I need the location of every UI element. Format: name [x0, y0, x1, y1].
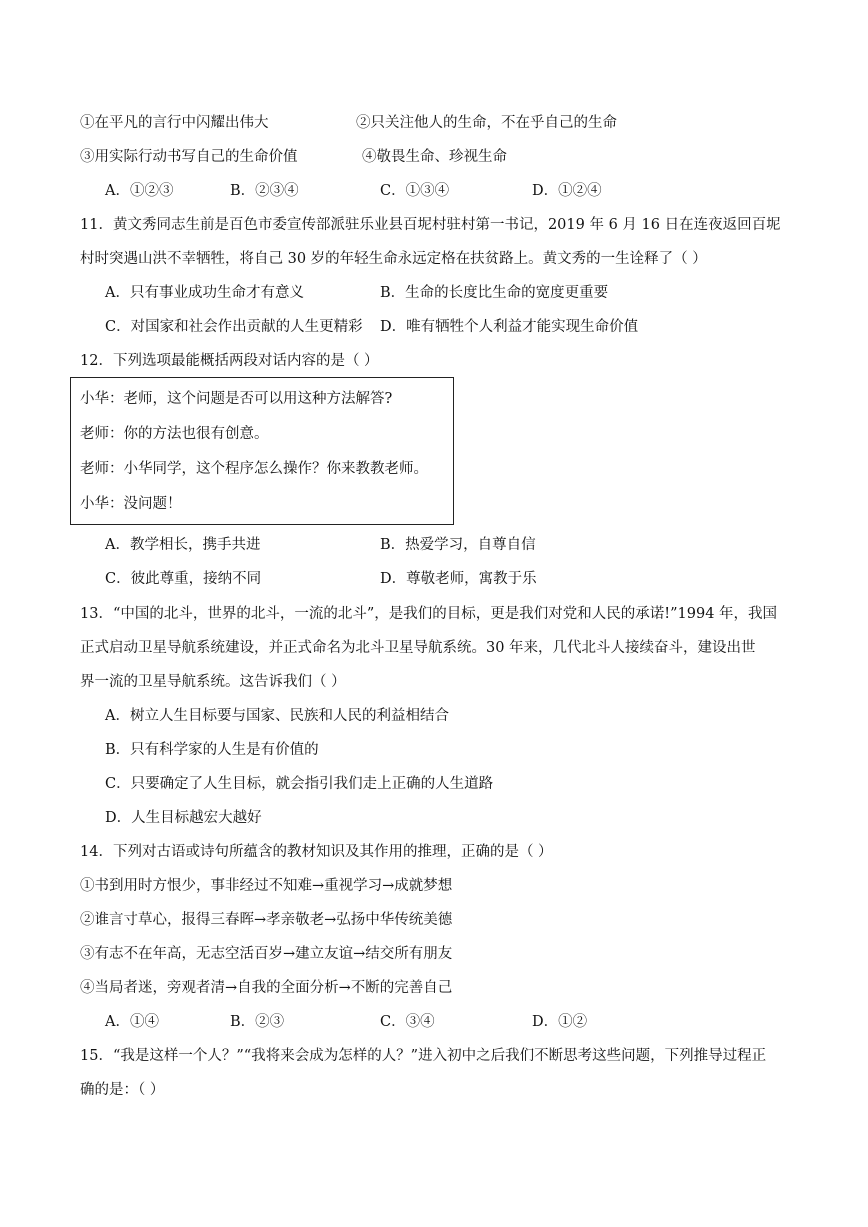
q12-option-a: A．教学相长，携手共进	[105, 537, 261, 553]
q10-option-c: C．①③④	[380, 183, 450, 199]
q14-item-4: ④当局者迷，旁观者清→自我的全面分析→不断的完善自己	[80, 980, 453, 996]
q13-option-b: B．只有科学家的人生是有价值的	[105, 742, 319, 758]
q15-stem-line1: 15．“我是这样一个人？”“我将来会成为怎样的人？”进入初中之后我们不断思考这些问题，下列推导过程正	[80, 1048, 767, 1064]
q12-option-b: B．热爱学习，自尊自信	[380, 537, 536, 553]
q10-option-d: D．①②④	[532, 183, 602, 199]
q13-stem-line2: 正式启动卫星导航系统建设，并正式命名为北斗卫星导航系统。30 年来，几代北斗人接续奋斗，建设出世	[80, 640, 756, 656]
dialog-line-3: 老师：小华同学，这个程序怎么操作？你来教教老师。	[80, 461, 428, 477]
q11-option-b: B．生命的长度比生命的宽度更重要	[380, 285, 609, 301]
q10-item-2: ②只关注他人的生命，不在乎自己的生命	[356, 115, 617, 131]
q12-stem: 12．下列选项最能概括两段对话内容的是（ ）	[80, 353, 379, 369]
q14-stem: 14．下列对古语或诗句所蕴含的教材知识及其作用的推理，正确的是（ ）	[80, 844, 553, 860]
q13-stem-line3: 界一流的卫星导航系统。这告诉我们（ ）	[80, 674, 346, 690]
q13-stem-line1: 13．“中国的北斗，世界的北斗，一流的北斗”，是我们的目标，更是我们对党和人民的承诺!”1994 年，我国	[80, 606, 778, 622]
q11-stem-line1: 11．黄文秀同志生前是百色市委宣传部派驻乐业县百坭村驻村第一书记，2019 年 6 月 16 日在连夜返回百坭	[80, 217, 781, 233]
q11-option-a: A．只有事业成功生命才有意义	[105, 285, 304, 301]
q14-item-2: ②谁言寸草心，报得三春晖→孝亲敬老→弘扬中华传统美德	[80, 912, 453, 928]
q11-stem-line2: 村时突遇山洪不幸牺牲，将自己 30 岁的年轻生命永远定格在扶贫路上。黄文秀的一生诠释了（ ）	[80, 251, 707, 267]
q14-item-1: ①书到用时方恨少，事非经过不知难→重视学习→成就梦想	[80, 878, 453, 894]
q12-option-d: D．尊敬老师，寓教于乐	[380, 571, 537, 587]
q14-option-d: D．①②	[532, 1014, 588, 1030]
q14-item-3: ③有志不在年高，无志空活百岁→建立友谊→结交所有朋友	[80, 946, 453, 962]
q10-item-1: ①在平凡的言行中闪耀出伟大	[80, 115, 269, 131]
q10-option-a: A．①②③	[105, 183, 174, 199]
q10-option-b: B．②③④	[230, 183, 299, 199]
q14-option-a: A．①④	[105, 1014, 159, 1030]
q13-option-c: C．只要确定了人生目标，就会指引我们走上正确的人生道路	[105, 776, 494, 792]
q13-option-a: A．树立人生目标要与国家、民族和人民的利益相结合	[105, 708, 449, 724]
q13-option-d: D．人生目标越宏大越好	[105, 810, 262, 826]
dialog-line-2: 老师：你的方法也很有创意。	[80, 426, 269, 442]
dialog-line-4: 小华：没问题！	[80, 496, 182, 512]
q11-option-d: D．唯有牺牲个人利益才能实现生命价值	[380, 319, 639, 335]
q14-option-b: B．②③	[230, 1014, 285, 1030]
dialog-line-1: 小华：老师，这个问题是否可以用这种方法解答?	[80, 391, 393, 407]
q14-option-c: C．③④	[380, 1014, 435, 1030]
q10-item-3: ③用实际行动书写自己的生命价值	[80, 149, 298, 165]
q11-option-c: C．对国家和社会作出贡献的人生更精彩	[105, 319, 363, 335]
q15-stem-line2: 确的是：（ ）	[80, 1082, 165, 1098]
q12-option-c: C．彼此尊重，接纳不同	[105, 571, 262, 587]
q10-item-4: ④敬畏生命、珍视生命	[362, 149, 507, 165]
